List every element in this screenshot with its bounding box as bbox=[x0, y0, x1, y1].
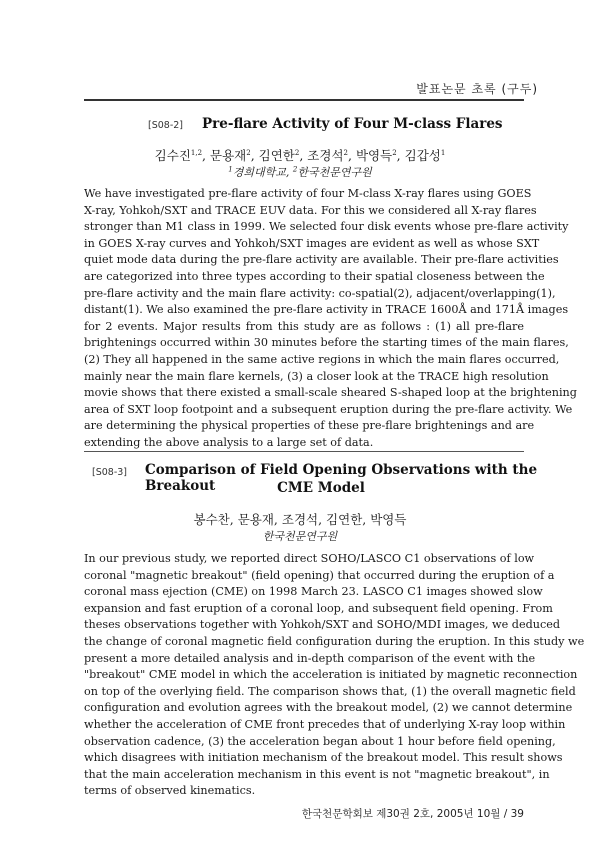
abstract-affiliation: 한국천문연구원 bbox=[262, 530, 338, 543]
body-line: which disagrees with initiation mechanism of the breakout model. This result shows bbox=[84, 751, 563, 765]
body-line: present a more detailed analysis and in-depth comparison of the event with the bbox=[84, 651, 536, 665]
abstract-authors: 봉수찬, 문용재, 조경석, 김연한, 박영득 bbox=[193, 512, 407, 527]
header-rule bbox=[84, 99, 524, 101]
abstract-code: [S08-3] bbox=[92, 467, 128, 478]
body-line: pre-flare activity and the main flare activity: co-spatial(2), adjacent/overlapping(1), bbox=[84, 286, 556, 300]
section-divider bbox=[84, 451, 524, 452]
body-line: expansion and fast eruption of a coronal loop, and subsequent field opening. From bbox=[84, 601, 553, 615]
body-line: X-ray, Yohkoh/SXT and TRACE EUV data. For this we considered all X-ray flares bbox=[84, 203, 537, 217]
abstract-code: [S08-2] bbox=[148, 120, 184, 131]
abstract-title: Comparison of Field Opening Observations with the Breakout bbox=[145, 462, 538, 494]
body-line: the change of coronal magnetic field configuration during the eruption. In this study we bbox=[84, 634, 585, 648]
body-line: In our previous study, we reported direct SOHO/LASCO C1 observations of low bbox=[84, 552, 535, 565]
body-line: on top of the overlying field. The comparison shows that, (1) the overall magnetic field bbox=[84, 684, 576, 698]
body-line: stronger than M1 class in 1999. We selected four disk events whose pre-flare activity bbox=[84, 220, 569, 234]
body-line: are determining the physical properties of these pre-flare brightenings and are bbox=[84, 419, 535, 433]
body-line: coronal mass ejection (CME) on 1998 March 23. LASCO C1 images showed slow bbox=[84, 585, 543, 599]
body-line: terms of observed kinematics. bbox=[84, 784, 256, 798]
abstract-title-continued: CME Model bbox=[277, 480, 365, 496]
body-line: coronal "magnetic breakout" (field opening) that occurred during the eruption of a bbox=[84, 568, 555, 582]
abstract-body bbox=[84, 551, 585, 800]
abstract-affiliation: $^1$경희대학교, $^2$한국천문연구원 bbox=[228, 165, 372, 179]
body-line: for 2 events. Major results from this study are as follows : (1) all pre-flare bbox=[84, 319, 524, 333]
body-line: whether the acceleration of CME front precedes that of underlying X-ray loop within bbox=[84, 717, 566, 731]
body-line: configuration and evolution agrees with the breakout model, (2) we cannot determine bbox=[84, 701, 573, 715]
body-line: observation cadence, (3) the acceleration began about 1 hour before field opening, bbox=[84, 734, 556, 748]
body-line: quiet mode data during the pre-flare activity are available. Their pre-flare activities bbox=[84, 253, 559, 267]
abstract-title: Pre-flare Activity of Four M-class Flares bbox=[202, 116, 503, 132]
body-line: "breakout" CME model in which the acceleration is initiated by magnetic reconnection bbox=[84, 668, 578, 682]
abstract-authors: 김수진$^{1,2}$, 문용재$^2$, 김연한$^2$, 조경석$^2$, 박영득$^2$, 김갑성$^1$ bbox=[154, 148, 446, 163]
body-line: area of SXT loop footpoint and a subsequent eruption during the pre-flare activity. We bbox=[84, 402, 573, 416]
journal-footer: 한국천문학회보 제30권 2호, 2005년 10월 / 39 bbox=[301, 808, 524, 820]
body-line: movie shows that there existed a small-scale sheared S-shaped loop at the brightening bbox=[84, 386, 577, 400]
body-line: mainly near the main flare kernels, (3) a closer look at the TRACE high resolution bbox=[84, 369, 549, 383]
body-line: We have investigated pre-flare activity of four M-class X-ray flares using GOES bbox=[84, 187, 532, 200]
body-line: are categorized into three types according to their spatial closeness between the bbox=[84, 269, 545, 283]
abstract-body bbox=[84, 186, 577, 452]
body-line: that the main acceleration mechanism in this event is not "magnetic breakout", in bbox=[84, 767, 550, 781]
body-line: brightenings occurred within 30 minutes before the starting times of the main flares, bbox=[84, 336, 569, 350]
body-line: in GOES X-ray curves and Yohkoh/SXT images are evident as well as whose SXT bbox=[84, 236, 540, 250]
section-header-label: 발표논문 초록 (구두) bbox=[416, 82, 538, 96]
body-line: theses observations together with Yohkoh/SXT and SOHO/MDI images, we deduced bbox=[84, 618, 560, 632]
body-line: extending the above analysis to a large set of data. bbox=[84, 435, 374, 449]
body-line: (2) They all happened in the same active regions in which the main flares occurred, bbox=[84, 352, 560, 366]
body-line: distant(1). We also examined the pre-flare activity in TRACE 1600Å and 171Å images bbox=[84, 303, 569, 317]
